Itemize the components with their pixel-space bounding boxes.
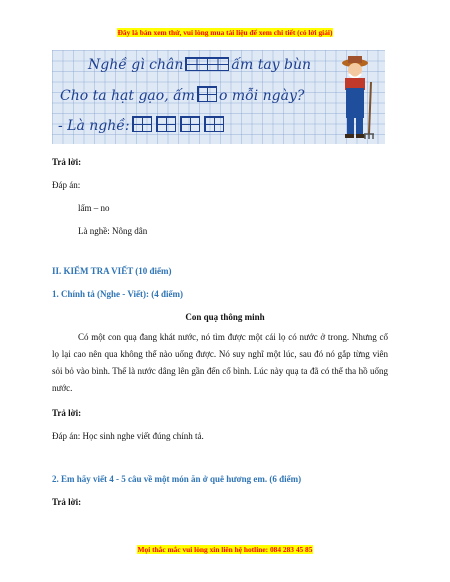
passage-text: Có một con quạ đang khát nước, nó tìm được một cái lọ có nước ở trong. Nhưng cổ lọ lại cao nên qua không thể nào uống được. Nó suy nghĩ một lúc, sau đó nó gắp từng viên sỏi bỏ vào bình. Thế là nước dâng lên gần đến cổ bình. Lúc này quạ ta đã có thể tha hồ uống nước. — [52, 332, 388, 393]
answer-text: Đáp án: Học sinh nghe viết đúng chính tả. — [52, 431, 204, 441]
question-1-heading: 1. Chính tả (Nghe - Viết): (4 điểm) — [52, 289, 183, 299]
preview-banner: Đây là bản xem thử, vui lòng mua tài liệu để xem chi tiết (có lời giải) — [117, 28, 333, 37]
answer-box — [197, 86, 217, 102]
passage-title: Con quạ thông minh — [185, 312, 265, 322]
answer-box — [204, 116, 224, 132]
answer-box — [180, 116, 200, 132]
answer-box — [185, 57, 229, 71]
answer-box — [132, 116, 152, 132]
section-heading: II. KIỂM TRA VIẾT (10 điểm) — [52, 266, 172, 276]
answer-box — [156, 116, 176, 132]
hotline-banner: Mọi thắc mắc vui lòng xin liên hệ hotline: 084 283 45 85 — [137, 545, 313, 554]
riddle-line-1: Nghề gì chân ấm tay bùn — [88, 57, 312, 73]
answer-line-1: lấm – no — [78, 203, 110, 213]
farmer-illustration — [335, 54, 379, 140]
riddle-image — [52, 50, 385, 144]
answer-label: Trả lời: — [52, 497, 82, 507]
answer-prefix: Đáp án: — [52, 180, 81, 190]
riddle-line-3: - Là nghề: — [58, 116, 226, 134]
riddle-line-2: Cho ta hạt gạo, ấm o mỗi ngày? — [60, 88, 305, 104]
answer-line-2: Là nghề: Nông dân — [78, 226, 148, 236]
answer-label: Trả lời: — [52, 408, 82, 418]
answer-label: Trả lời: — [52, 157, 82, 167]
question-2-heading: 2. Em hãy viết 4 - 5 câu về một món ăn ở quê hương em. (6 điểm) — [52, 474, 302, 484]
